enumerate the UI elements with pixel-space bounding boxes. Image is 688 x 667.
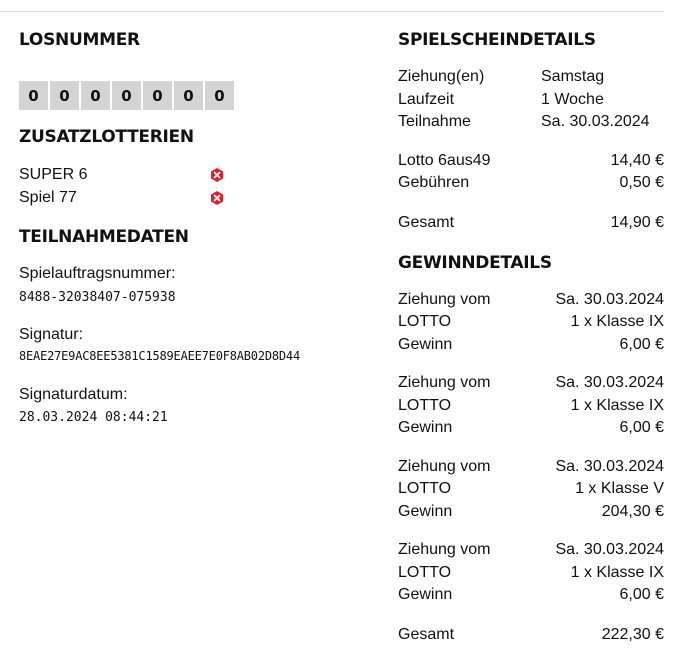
detail-value: 1 Woche [541,91,604,108]
detail-row [398,68,664,88]
win-label: Gewinn [398,336,453,353]
win-amount: 6,00 € [619,419,664,436]
win-label: Gewinn [398,503,453,520]
win-class: 1 x Klasse V [575,480,664,497]
win-draw-row [398,541,664,561]
detail-label: Teilnahme [398,113,471,130]
cost-row [398,174,664,194]
win-amount: 6,00 € [619,586,664,603]
game-label: LOTTO [398,397,452,414]
win-draw-row [398,458,664,478]
zusatzlotterien-heading: ZUSATZLOTTERIEN [19,127,194,147]
draw-label: Ziehung vom [398,374,491,391]
total-label: Gesamt [398,626,455,643]
win-game-row [398,397,664,417]
field-value-auftragsnummer: 8488-32038407-075938 [19,290,176,305]
total-value: 14,90 € [610,214,664,231]
game-label: LOTTO [398,313,452,330]
field-value-signaturdatum: 28.03.2024 08:44:21 [19,410,168,425]
gewinndetails-heading: GEWINNDETAILS [398,253,552,273]
game-label: LOTTO [398,480,452,497]
detail-value: Sa. 30.03.2024 [541,113,650,130]
win-draw-row [398,374,664,394]
win-label: Gewinn [398,586,453,603]
win-label: Gewinn [398,419,453,436]
win-amount-row [398,419,664,439]
game-label: LOTTO [398,564,452,581]
win-game-row [398,564,664,584]
los-digit: 0 [50,81,79,110]
top-divider [0,11,664,12]
details-total-row [398,214,664,234]
cost-value: 0,50 € [619,174,664,191]
losnummer-digits [19,81,234,110]
draw-label: Ziehung vom [398,458,491,475]
gewinn-total-row [398,626,664,646]
draw-date: Sa. 30.03.2024 [555,374,664,391]
win-game-row [398,313,664,333]
detail-row [398,91,664,111]
draw-date: Sa. 30.03.2024 [555,291,664,308]
detail-row [398,113,664,133]
los-digit: 0 [174,81,203,110]
field-label-auftragsnummer: Spielauftragsnummer: [19,265,176,282]
field-label-signatur: Signatur: [19,326,84,343]
draw-date: Sa. 30.03.2024 [555,541,664,558]
draw-label: Ziehung vom [398,541,491,558]
losnummer-heading: LOSNUMMER [19,30,140,50]
teilnahmedaten-heading: TEILNAHMEDATEN [19,227,189,247]
win-amount: 204,30 € [601,503,664,520]
win-amount: 6,00 € [619,336,664,353]
x-hexagon-icon [210,191,224,205]
spielscheindetails-heading: SPIELSCHEINDETAILS [398,30,596,50]
win-draw-row [398,291,664,311]
win-amount-row [398,336,664,356]
win-amount-row [398,503,664,523]
win-class: 1 x Klasse IX [570,313,664,330]
los-digit: 0 [112,81,141,110]
los-digit: 0 [143,81,172,110]
field-label-signaturdatum: Signaturdatum: [19,386,128,403]
draw-label: Ziehung vom [398,291,491,308]
win-amount-row [398,586,664,606]
cost-value: 14,40 € [610,152,664,169]
x-hexagon-icon [210,168,224,182]
cost-row [398,152,664,172]
los-digit: 0 [205,81,234,110]
cost-label: Lotto 6aus49 [398,152,491,169]
win-class: 1 x Klasse IX [570,397,664,414]
total-value: 222,30 € [601,626,664,643]
detail-label: Ziehung(en) [398,68,485,85]
detail-label: Laufzeit [398,91,455,108]
win-game-row [398,480,664,500]
draw-date: Sa. 30.03.2024 [555,458,664,475]
zusatz-item-super6: SUPER 6 [19,166,88,183]
detail-value: Samstag [541,68,605,85]
cost-label: Gebühren [398,174,470,191]
los-digit: 0 [19,81,48,110]
field-value-signatur: 8EAE27E9AC8EE5381C1589EAEE7E0F8AB02D8D44 [19,349,300,363]
zusatz-item-spiel77: Spiel 77 [19,189,77,206]
los-digit: 0 [81,81,110,110]
total-label: Gesamt [398,214,455,231]
win-class: 1 x Klasse IX [570,564,664,581]
